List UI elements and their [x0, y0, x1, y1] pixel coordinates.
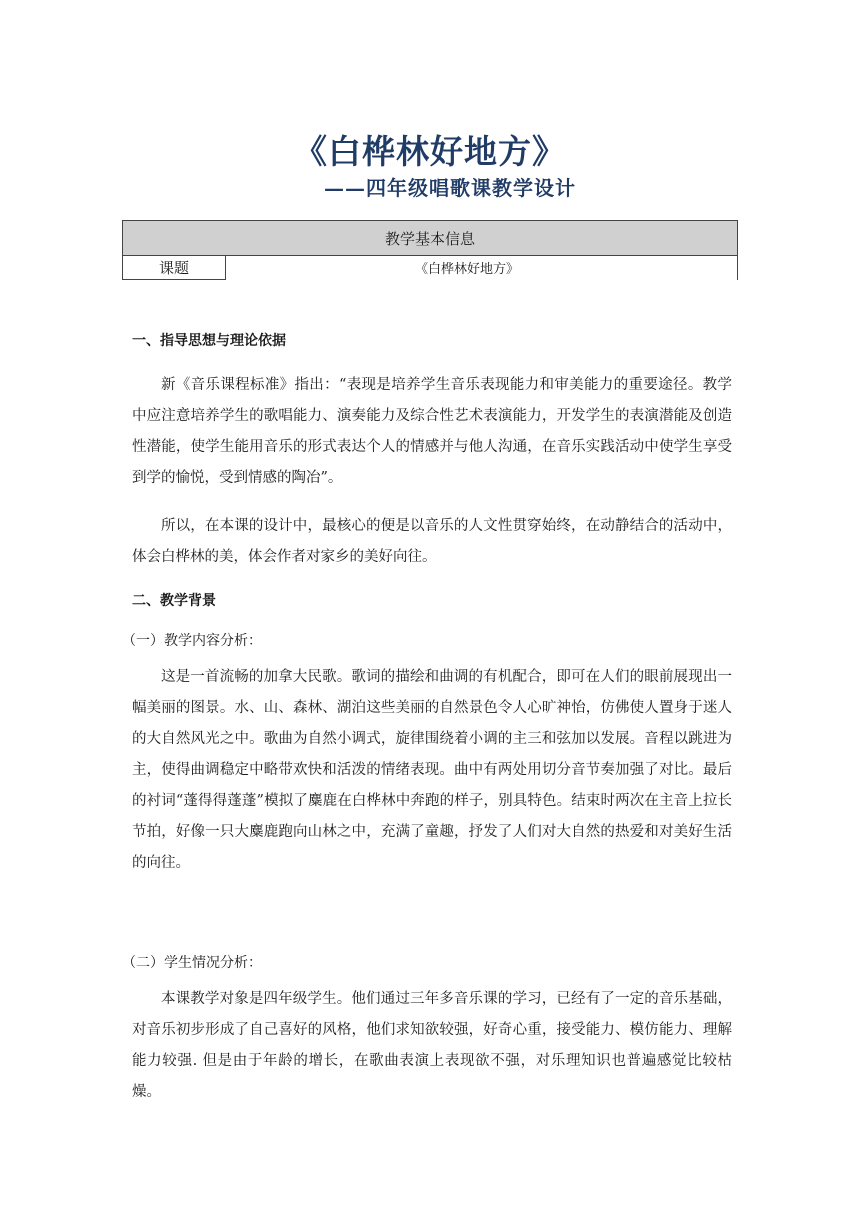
- paragraph-core-design: 所以，在本课的设计中，最核心的便是以音乐的人文性贯穿始终，在动静结合的活动中，体会白桦林的美，体会作者对家乡的美好向往。: [132, 518, 732, 565]
- section-heading-guiding-ideas: 一、指导思想与理论依据: [132, 333, 286, 349]
- table-row: [123, 256, 738, 280]
- paragraph-curriculum-standard: 新《音乐课程标准》指出：“表现是培养学生音乐表现能力和审美能力的重要途径。教学中应注意培养学生的歌唱能力、演奏能力及综合性艺术表演能力，开发学生的表演潜能及创造性潜能，使学生能用音乐的形式表达个人的情感并与他人沟通，在音乐实践活动中使学生享受到学的愉悦，受到情感的陶冶”。: [132, 377, 732, 486]
- topic-label: 课题: [123, 256, 226, 280]
- paragraph-student-analysis: 本课教学对象是四年级学生。他们通过三年多音乐课的学习，已经有了一定的音乐基础，对音乐初步形成了自己喜好的风格，他们求知欲较强，好奇心重，接受能力、模仿能力、理解能力较强. 但是由于年龄的增长，在歌曲表演上表现欲不强，对乐理知识也普遍感觉比较枯燥。: [132, 991, 732, 1100]
- topic-value: 《白桦林好地方》: [226, 256, 738, 280]
- paragraph-content-analysis: 这是一首流畅的加拿大民歌。歌词的描绘和曲调的有机配合，即可在人们的眼前展现出一幅美丽的图景。水、山、森林、湖泊这些美丽的自然景色令人心旷神怡，仿佛使人置身于迷人的大自然风光之中。歌曲为自然小调式，旋律围绕着小调的主三和弦加以发展。音程以跳进为主，使得曲调稳定中略带欢快和活泼的情绪表现。曲中有两处用切分音节奏加强了对比。最后的衬词“蓬得得蓬蓬”模拟了麋鹿在白桦林中奔跑的样子，别具特色。结束时两次在主音上拉长节拍，好像一只大麋鹿跑向山林之中，充满了童趣，抒发了人们对大自然的热爱和对美好生活的向往。: [132, 669, 732, 871]
- basic-info-table: [122, 220, 738, 280]
- subsection-heading-content-analysis: （一）教学内容分析：: [122, 633, 262, 649]
- section-heading-background: 二、教学背景: [132, 593, 216, 609]
- basic-info-heading: 教学基本信息: [123, 221, 738, 256]
- document-subtitle: ——四年级唱歌课教学设计: [324, 176, 576, 200]
- subsection-heading-student-analysis: （二）学生情况分析：: [122, 955, 262, 971]
- document-title: 《白桦林好地方》: [294, 132, 566, 171]
